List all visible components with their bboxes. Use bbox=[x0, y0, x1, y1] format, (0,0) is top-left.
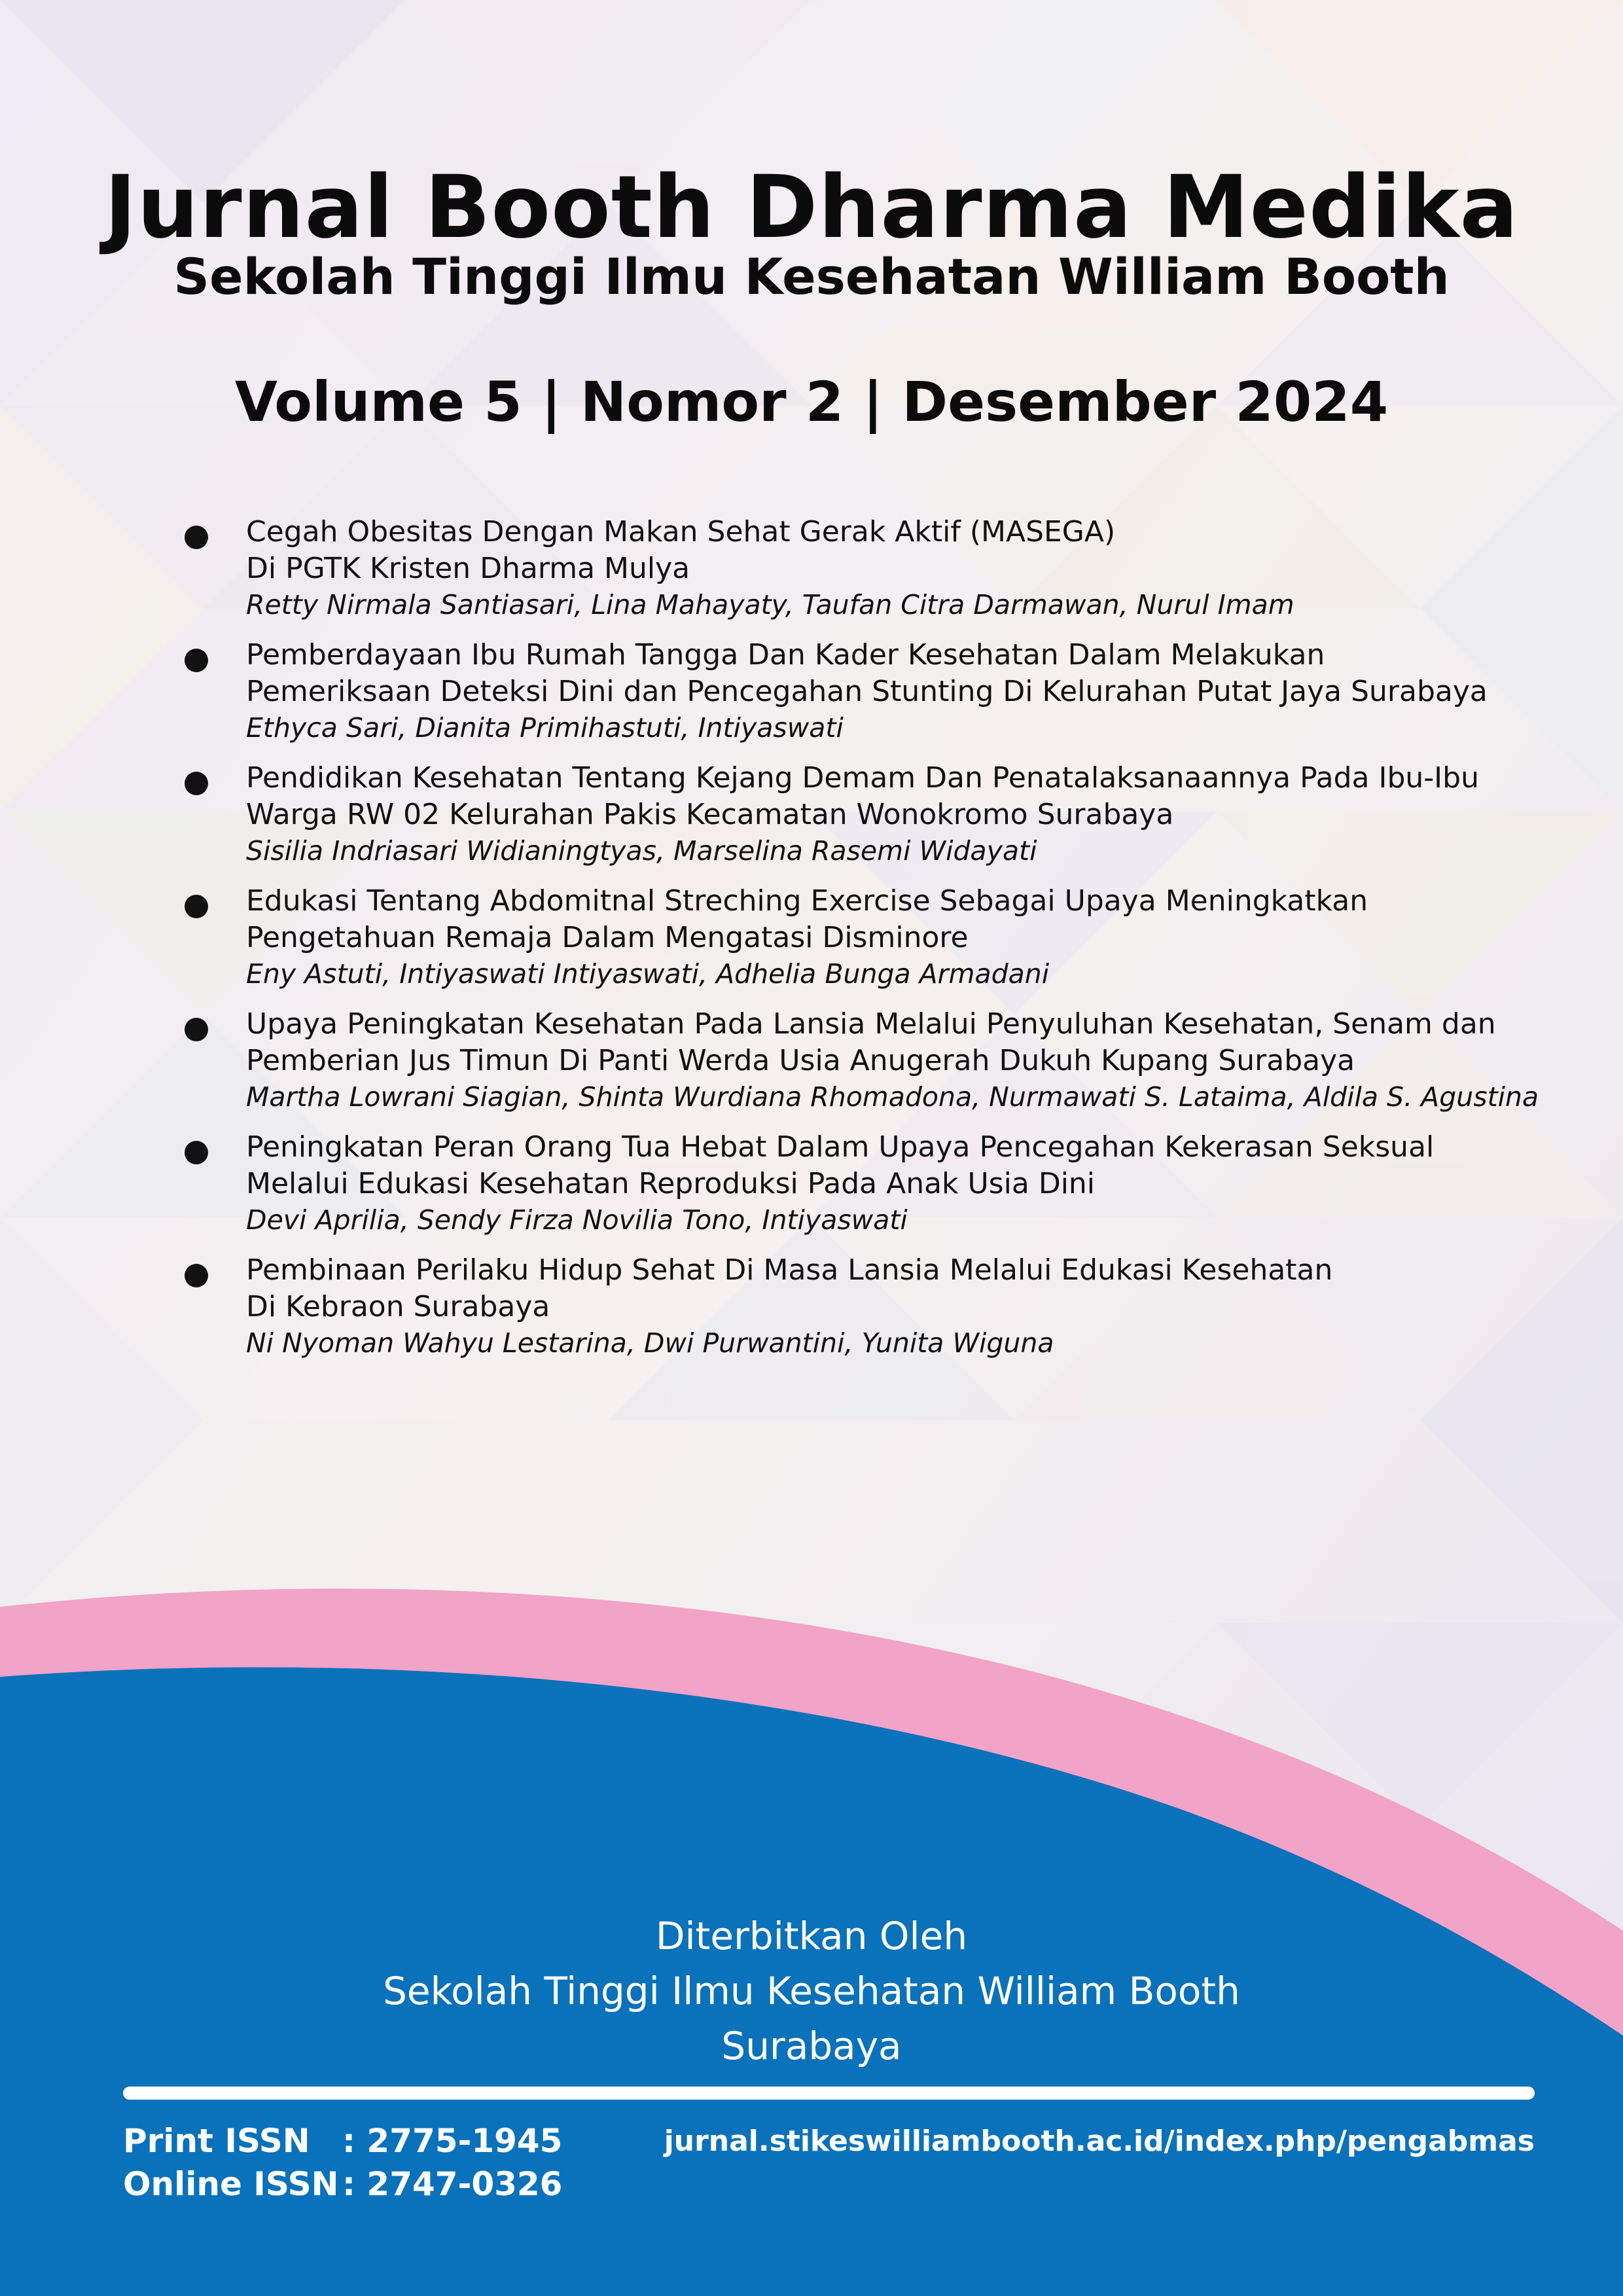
article-title-line: Di Kebraon Surabaya bbox=[246, 1290, 550, 1323]
article-title-line: Pembinaan Perilaku Hidup Sehat Di Masa Lansia Melalui Edukasi Kesehatan bbox=[246, 1253, 1333, 1287]
article-authors: Retty Nirmala Santiasari, Lina Mahayaty, Taufan Citra Darmawan, Nurul Imam bbox=[246, 589, 1294, 620]
online-issn-label: Online ISSN bbox=[123, 2165, 339, 2203]
journal-url: jurnal.stikeswilliambooth.ac.id/index.php/pengabmas bbox=[664, 2125, 1535, 2158]
article-title-line: Warga RW 02 Kelurahan Pakis Kecamatan Wonokromo Surabaya bbox=[246, 798, 1174, 831]
article-title-line: Edukasi Tentang Abdomitnal Streching Exercise Sebagai Upaya Meningkatkan bbox=[246, 884, 1368, 918]
publisher-city: Surabaya bbox=[721, 2024, 902, 2068]
article-title-line: Di PGTK Kristen Dharma Mulya bbox=[246, 552, 690, 585]
article-title-line: Pendidikan Kesehatan Tentang Kejang Demam Dan Penatalaksanaannya Pada Ibu-Ibu bbox=[246, 761, 1479, 795]
article-title-line: Pemberdayaan Ibu Rumah Tangga Dan Kader Kesehatan Dalam Melakukan bbox=[246, 638, 1325, 672]
print-issn-label: Print ISSN bbox=[123, 2122, 310, 2160]
article-title-line: Pengetahuan Remaja Dalam Mengatasi Disminore bbox=[246, 921, 969, 954]
article-authors: Eny Astuti, Intiyaswati Intiyaswati, Adhelia Bunga Armadani bbox=[246, 958, 1050, 990]
issue-info: Volume 5 | Nomor 2 | Desember 2024 bbox=[234, 370, 1389, 434]
article-title-line: Pemberian Jus Timun Di Panti Werda Usia Anugerah Dukuh Kupang Surabaya bbox=[246, 1044, 1355, 1077]
article-authors: Devi Aprilia, Sendy Firza Novilia Tono, Intiyaswati bbox=[246, 1204, 908, 1236]
article-authors: Martha Lowrani Siagian, Shinta Wurdiana Rhomadona, Nurmawati S. Lataima, Aldila S. Agustina bbox=[246, 1081, 1539, 1113]
online-issn-value: : 2747-0326 bbox=[342, 2165, 563, 2203]
print-issn-value: : 2775-1945 bbox=[342, 2122, 563, 2160]
online-issn bbox=[123, 2162, 562, 2206]
print-issn bbox=[123, 2119, 562, 2162]
journal-title: Jurnal Booth Dharma Medika bbox=[104, 157, 1519, 258]
article-title-line: Cegah Obesitas Dengan Makan Sehat Gerak Aktif (MASEGA) bbox=[246, 515, 1116, 548]
article-authors: Ni Nyoman Wahyu Lestarina, Dwi Purwantini, Yunita Wiguna bbox=[246, 1327, 1054, 1359]
article-title-line: Upaya Peningkatan Kesehatan Pada Lansia Melalui Penyuluhan Kesehatan, Senam dan bbox=[246, 1007, 1496, 1041]
issn-block bbox=[123, 2119, 562, 2206]
article-title-line: Pemeriksaan Deteksi Dini dan Pencegahan Stunting Di Kelurahan Putat Jaya Surabaya bbox=[246, 675, 1488, 708]
article-title-line: Peningkatan Peran Orang Tua Hebat Dalam Upaya Pencegahan Kekerasan Seksual bbox=[246, 1130, 1435, 1164]
article-title-line: Melalui Edukasi Kesehatan Reproduksi Pada Anak Usia Dini bbox=[246, 1167, 1096, 1200]
article-authors: Sisilia Indriasari Widianingtyas, Marselina Rasemi Widayati bbox=[246, 835, 1037, 867]
publisher-heading: Diterbitkan Oleh bbox=[655, 1914, 968, 1958]
publisher-name: Sekolah Tinggi Ilmu Kesehatan William Booth bbox=[383, 1969, 1240, 2013]
article-authors: Ethyca Sari, Dianita Primihastuti, Intiyaswati bbox=[246, 712, 844, 744]
divider bbox=[123, 2087, 1535, 2100]
journal-subtitle: Sekolah Tinggi Ilmu Kesehatan William Booth bbox=[173, 247, 1450, 306]
